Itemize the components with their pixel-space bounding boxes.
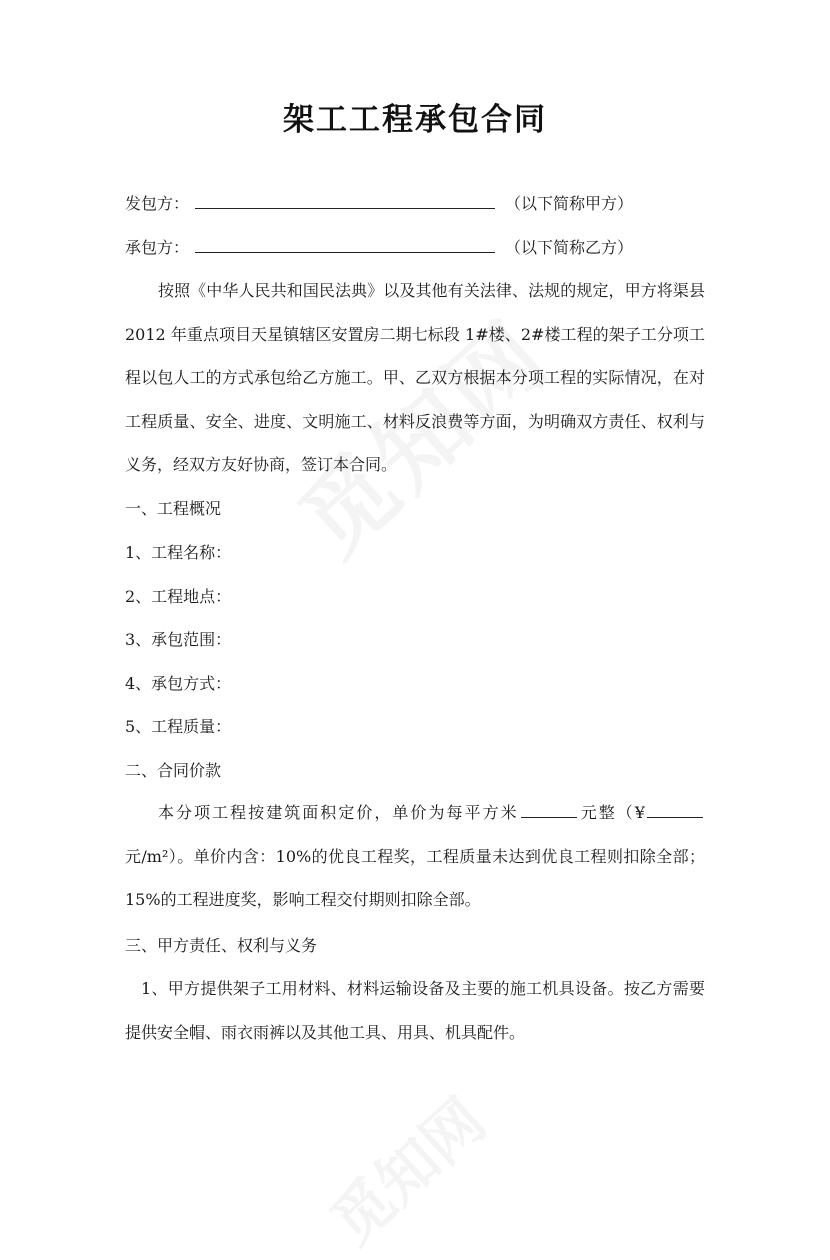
- party-b-suffix: （以下简称乙方）: [505, 238, 634, 257]
- overview-item: 4、承包方式：: [125, 674, 232, 693]
- unit-price-number-blank: [647, 805, 703, 818]
- unit-price-blank: [521, 805, 577, 818]
- overview-item: 3、承包范围：: [125, 630, 232, 649]
- section-heading: 一、工程概况: [125, 499, 222, 518]
- party-b-label: 承包方：: [125, 238, 190, 257]
- party-a-suffix: （以下简称甲方）: [505, 194, 634, 213]
- price-text: 元整（¥: [578, 803, 645, 822]
- party-b-line: [125, 235, 633, 258]
- responsibility-item: 1、甲方提供架子工用材料、材料运输设备及主要的施工机具设备。按乙方需要提供安全帽、雨衣雨裤以及其他工具、用具、机具配件。: [125, 979, 705, 1042]
- party-a-blank: [195, 196, 495, 209]
- intro-paragraph: 按照《中华人民共和国民法典》以及其他有关法律、法规的规定，甲方将渠县 2012 年重点项目天星镇辖区安置房二期七标段 1#楼、2#楼工程的架子工分项工程以包人工的方式承包给乙方施工。甲、乙双方根据本分项工程的实际情况，在对工程质量、安全、进度、文明施工、材料反浪费等方面，为明确双方责任、权利与义务，经双方友好协商，签订本合同。: [125, 281, 705, 474]
- overview-item: 5、工程质量：: [125, 717, 232, 736]
- party-b-blank: [195, 240, 495, 253]
- section-heading: 二、合同价款: [125, 761, 222, 780]
- price-paragraph: [125, 791, 705, 922]
- overview-item: 1、工程名称：: [125, 543, 232, 562]
- overview-item: 2、工程地点：: [125, 587, 232, 606]
- price-text: 元/m²）。单价内含：10%的优良工程奖，工程质量未达到优良工程则扣除全部；15%的工程进度奖，影响工程交付期则扣除全部。: [125, 846, 705, 909]
- page-title: 架工工程承包合同: [283, 102, 547, 138]
- party-a-label: 发包方：: [125, 194, 190, 213]
- price-text: 本分项工程按建筑面积定价，单价为每平方米: [158, 803, 519, 822]
- section-heading: 三、甲方责任、权利与义务: [125, 936, 318, 955]
- party-a-line: [125, 191, 633, 214]
